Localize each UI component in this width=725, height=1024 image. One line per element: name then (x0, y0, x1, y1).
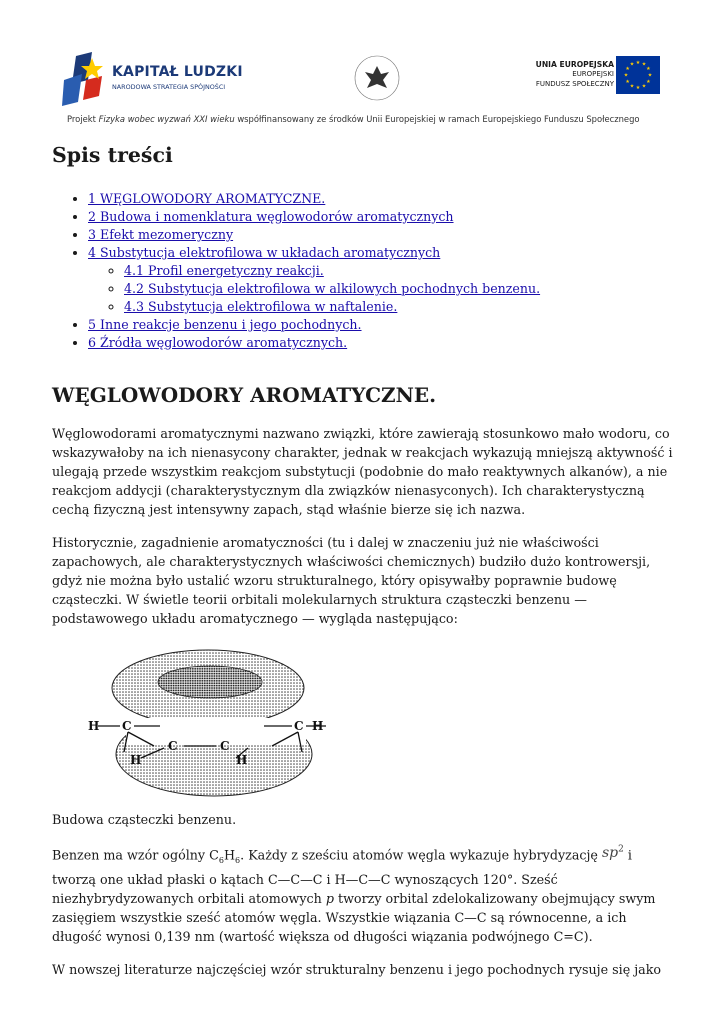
atom-label-h: H (236, 753, 248, 767)
section-heading: WĘGLOWODORY AROMATYCZNE. (52, 383, 437, 407)
atom-label-c: C (168, 739, 178, 753)
page-header (0, 0, 725, 135)
document-content (52, 138, 674, 979)
kapital-ludzki-emblem-icon (62, 50, 108, 108)
atom-label-h: H (88, 719, 100, 733)
svg-text:★: ★ (641, 83, 647, 90)
toc-link-5[interactable]: 5 Inne reakcje benzenu i jego pochodnych. (88, 317, 362, 332)
eu-flag-icon (616, 56, 660, 94)
eagle-crest-icon (365, 66, 389, 88)
paragraph-3: Benzen ma wzór ogólny $C_6H_6$. Każdy z sześciu atomów węgla wykazuje hybrydyzację $sp^2$ i tworzą one układ płaski o kątach C—C—C i H—C—C wynoszących 120°. Sześć niezhybrydyzowanych orbitali atomowych p tworzy orbital zdelokalizowany obejmujący swym zasięgiem wszystkie sześć atomów węgla. Wszystkie wiązania C—C są równocenne, a ich długość wynosi 0,139 nm (wartość większa od długości wiązania podwójnego C=C). (52, 844, 656, 945)
toc-sublist (88, 262, 674, 316)
atom-label-h: H (312, 719, 324, 733)
svg-text:★: ★ (646, 66, 651, 72)
toc-item (88, 316, 674, 334)
kapital-ludzki-logo (62, 50, 242, 108)
toc-link-4-2[interactable]: 4.2 Substytucja elektrofilowa w alkilowych pochodnych benzenu. (124, 281, 541, 296)
toc-title: Spis treści (52, 143, 173, 167)
figure-caption: Budowa cząsteczki benzenu. (52, 812, 237, 827)
kapital-ludzki-subtitle: NARODOWA STRATEGIA SPÓJNOŚCI (112, 83, 226, 91)
university-warsaw-logo (353, 54, 401, 102)
paragraph-1: Węglowodorami aromatycznymi nazwano związki, które zawierają stosunkowo mało wodoru, co wskazywałoby na ich nienasycony charakter, jednak w reakcjach wykazują mniejszą aktywność i ulegają przede wszystkim reakcjom substytucji (podobnie do mało reaktywnych alkanów), a nie reakcjom addycji (charakterystycznym dla związków nienasyconych). Ich charakterystyczną cechą fizyczną jest intensywny zapach, stąd właśnie bierze się ich nazwa. (52, 426, 673, 517)
toc-link-3[interactable]: 3 Efekt mezomeryczny (88, 227, 234, 242)
svg-text:★: ★ (629, 83, 635, 90)
svg-text:★: ★ (625, 66, 630, 72)
svg-text:★: ★ (635, 85, 641, 91)
toc-link-4[interactable]: 4 Substytucja elektrofilowa w układach aromatycznych (88, 245, 441, 260)
kapital-ludzki-title: KAPITAŁ LUDZKI (112, 64, 243, 80)
toc-subitem (124, 262, 674, 280)
ue-line-1: UNIA EUROPEJSKA (535, 60, 614, 69)
toc-subitem (124, 280, 674, 298)
ue-line-3: FUNDUSZ SPOŁECZNY (535, 79, 614, 88)
atom-label-c: C (122, 719, 132, 733)
benzene-orbital-illustration (86, 646, 326, 806)
sp2-formula: $sp^2$ (601, 844, 624, 861)
project-statement: Projekt Fizyka wobec wyzwań XXI wieku współfinansowany ze środków Unii Europejskiej w ramach Europejskiego Funduszu Społecznego (67, 114, 640, 124)
atom-label-h: H (130, 753, 142, 767)
svg-text:★: ★ (625, 79, 630, 85)
toc-subitem (124, 298, 674, 316)
toc-link-1[interactable]: 1 WĘGLOWODORY AROMATYCZNE. (88, 191, 326, 206)
benzene-orbital-figure (86, 646, 326, 806)
paragraph-4: W nowszej literaturze najczęściej wzór strukturalny benzenu i jego pochodnych rysuje się jako (52, 962, 662, 978)
toc-link-4-1[interactable]: 4.1 Profil energetyczny reakcji. (124, 263, 324, 278)
atom-label-c: C (220, 739, 230, 753)
table-of-contents (52, 190, 674, 352)
toc-item (88, 226, 674, 244)
toc-link-2[interactable]: 2 Budowa i nomenklatura węglowodorów aromatycznych (88, 209, 454, 224)
eu-fund-logo (510, 56, 660, 96)
toc-item (88, 208, 674, 226)
toc-item (88, 334, 674, 352)
atom-label-c: C (294, 719, 304, 733)
svg-text:★: ★ (647, 72, 653, 79)
toc-item (88, 190, 674, 208)
toc-link-6[interactable]: 6 Źródła węglowodorów aromatycznych. (88, 335, 348, 350)
project-name: Fizyka wobec wyzwań XXI wieku (98, 114, 235, 124)
svg-text:★: ★ (623, 72, 629, 79)
toc-link-4-3[interactable]: 4.3 Substytucja elektrofilowa w naftalenie. (124, 299, 398, 314)
svg-text:★: ★ (641, 61, 647, 68)
svg-text:★: ★ (635, 60, 641, 66)
paragraph-2: Historycznie, zagadnienie aromatyczności (tu i dalej w znaczeniu już nie właściwości zapachowych, ale charakterystycznych właściwości chemicznych) budziło dużo kontrowersji, gdyż nie można było ustalić wzoru strukturalnego, który opisywałby poprawnie budowę cząsteczki. W świetle teorii orbitali molekularnych struktura cząsteczki benzenu — podstawowego układu aromatycznego — wygląda następująco: (52, 535, 651, 626)
ue-line-2: EUROPEJSKI (572, 70, 614, 78)
svg-text:★: ★ (646, 79, 651, 85)
toc-item (88, 244, 674, 316)
svg-text:★: ★ (629, 61, 635, 68)
